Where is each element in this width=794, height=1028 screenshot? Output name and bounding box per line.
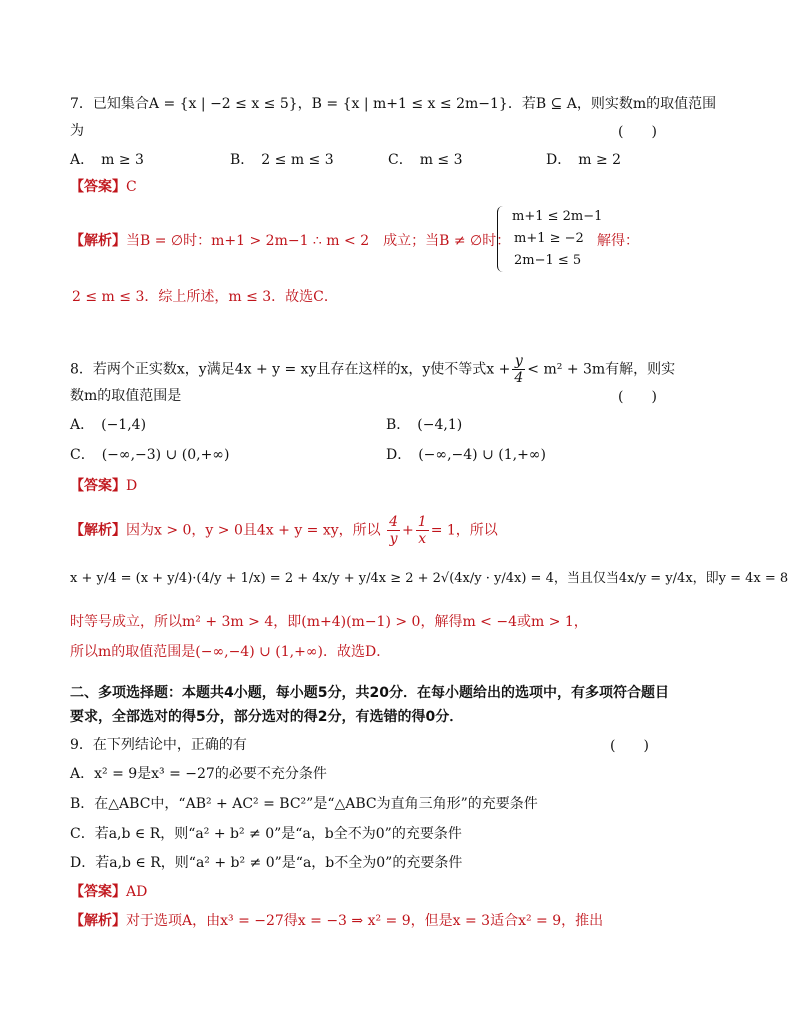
answer-tag: 【答案】 (70, 478, 126, 494)
answer-tag: 【答案】 (70, 884, 126, 900)
q7-answer-paren: ( ) (618, 124, 657, 140)
q7-stem-line1: 7．已知集合A = {x | −2 ≤ x ≤ 5}，B = {x | m+1 ≤ x ≤ 2m−1}．若B ⊆ A，则实数m的取值范围 (70, 96, 717, 112)
analysis-text: 因为x > 0，y > 0且4x + y = xy，所以 (126, 522, 381, 539)
q7-solve-label: 解得： (597, 233, 639, 249)
q8-equation-line: x + y/4 = (x + y/4)·(4/y + 1/x) = 2 + 4x/y + y/4x ≥ 2 + 2√(4x/y · y/4x) = 4，当且仅当4x/y = y/4x，即y = 4x = 8 (70, 571, 789, 586)
fraction-numerator: y (512, 353, 525, 370)
analysis-tag: 【解析】 (70, 522, 126, 539)
system-row: m+1 ≥ −2 (514, 231, 584, 246)
q8-option-b: B． (−4,1) (386, 417, 463, 433)
system-row: m+1 ≤ 2m−1 (512, 209, 603, 224)
q8-stem-part2: < m² + 3m有解，则实 (527, 361, 676, 378)
q7-option-d: D． m ≥ 2 (546, 152, 622, 168)
system-brace (497, 206, 506, 272)
q7-stem-line2: 为 (70, 123, 84, 139)
answer-tag: 【答案】 (70, 179, 126, 195)
q8-stem-line1 (70, 353, 675, 386)
q9-option-c: C．若a,b ∈ R，则“a² + b² ≠ 0”是“a，b全不为0”的充要条件 (70, 826, 462, 842)
q9-analysis-line1 (70, 911, 603, 931)
q9-answer (70, 882, 147, 902)
q7-answer (70, 177, 137, 197)
q8-analysis-line1: 【解析】因为x > 0，y > 0且4x + y = xy，所以 $\frac{4}{y}$ + $\frac{1}{x}$ = 1，所以 (70, 514, 498, 547)
analysis-text: = 1，所以 (430, 522, 498, 539)
analysis-tag: 【解析】 (70, 233, 126, 249)
q9-option-b: B．在△ABC中，“AB² + AC² = BC²”是“△ABC为直角三角形”的充要条件 (70, 796, 538, 812)
section-heading-line2: 要求，全部选对的得5分，部分选对的得2分，有选错的得0分． (70, 709, 464, 725)
analysis-text: 当B = ∅时：m+1 > 2m−1 ∴ m < 2 成立；当B ≠ ∅时： (126, 233, 511, 249)
q8-stem-part1: 8．若两个正实数x，y满足4x + y = xy且存在这样的x，y使不等式x + (70, 361, 511, 378)
inequality-system (512, 206, 602, 272)
answer-value: D (126, 478, 138, 494)
q8-answer (70, 476, 137, 496)
fraction-denominator: 4 (514, 370, 524, 386)
q8-option-c: C． (−∞,−3) ∪ (0,+∞) (70, 447, 230, 463)
fraction-4-over-y: $\frac{4}{y}$ (389, 514, 399, 547)
q9-option-d: D．若a,b ∈ R，则“a² + b² ≠ 0”是“a，b不全为0”的充要条件 (70, 855, 463, 871)
answer-value: C (126, 179, 137, 195)
q8-stem-line2: 数m的取值范围是 (70, 388, 182, 404)
fraction-y-over-4 (512, 353, 525, 386)
q7-option-a: A． m ≥ 3 (70, 152, 144, 168)
q9-answer-paren: ( ) (610, 738, 649, 754)
q8-analysis-line3: 时等号成立，所以m² + 3m > 4，即(m+4)(m−1) > 0，解得m < −4或m > 1， (70, 614, 588, 630)
q7-option-b: B． 2 ≤ m ≤ 3 (230, 152, 334, 168)
q7-analysis-line1 (70, 231, 510, 251)
q8-analysis-line4: 所以m的取值范围是(−∞,−4) ∪ (1,+∞)．故选D． (70, 644, 391, 660)
answer-value: AD (126, 884, 148, 900)
analysis-text: 对于选项A，由x³ = −27得x = −3 ⇒ x² = 9，但是x = 3适合x² = 9，推出 (126, 913, 604, 929)
q8-option-d: D． (−∞,−4) ∪ (1,+∞) (386, 447, 546, 463)
fraction-1-over-x: $\frac{1}{x}$ (417, 514, 427, 547)
system-row: 2m−1 ≤ 5 (514, 253, 582, 268)
section-heading-line1: 二、多项选择题：本题共4小题，每小题5分，共20分．在每小题给出的选项中，有多项符合题目 (70, 685, 669, 701)
q7-analysis-line2: 2 ≤ m ≤ 3．综上所述，m ≤ 3．故选C． (72, 289, 338, 305)
analysis-tag: 【解析】 (70, 913, 126, 929)
q9-option-a: A．x² = 9是x³ = −27的必要不充分条件 (70, 766, 327, 782)
q9-stem: 9．在下列结论中，正确的有 (70, 737, 247, 753)
q7-option-c: C． m ≤ 3 (388, 152, 463, 168)
q8-answer-paren: ( ) (618, 389, 657, 405)
q8-option-a: A． (−1,4) (70, 417, 147, 433)
